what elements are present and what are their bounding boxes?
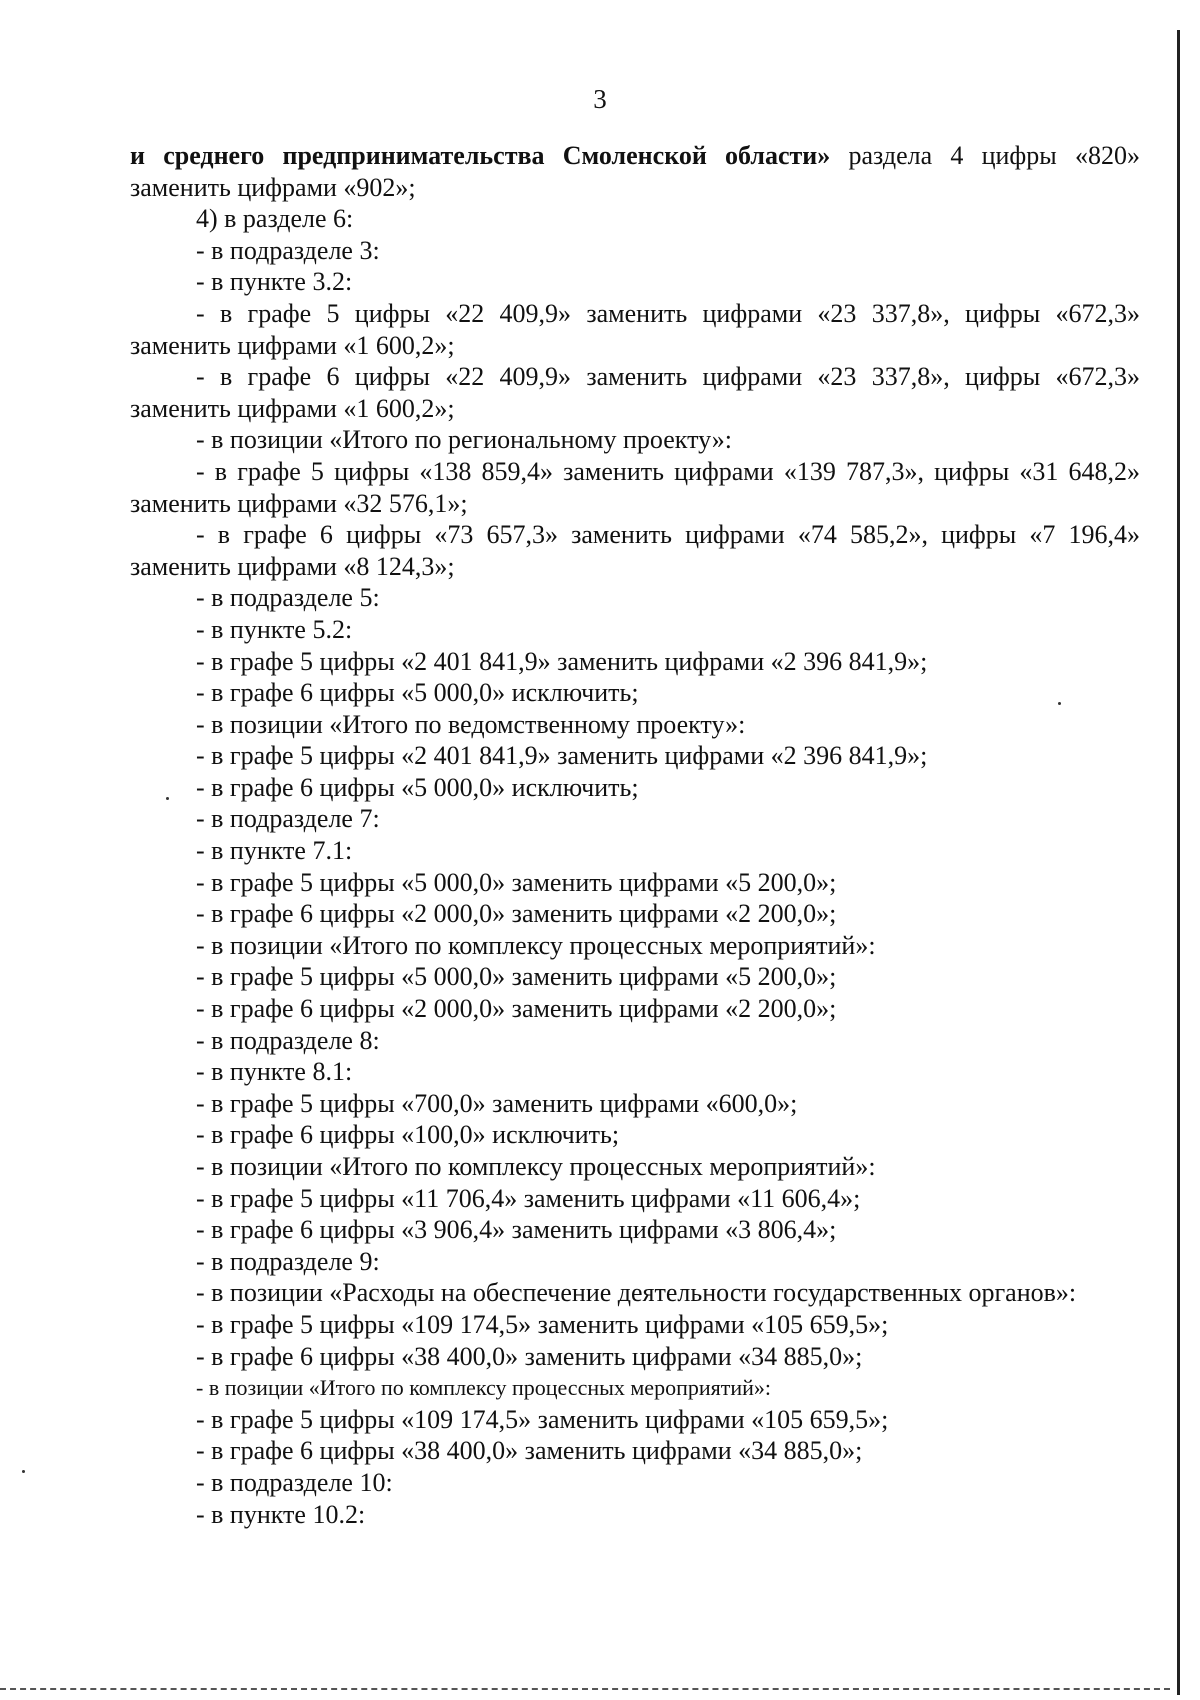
text-line-33: - в графе 5 цифры «11 706,4» заменить цифрами «11 606,4»;	[196, 1183, 861, 1213]
text-line-28: - в подразделе 8:	[196, 1025, 380, 1055]
text-line-15: - в пункте 5.2:	[196, 614, 353, 644]
text-line-4: - в пункте 3.2:	[196, 267, 353, 297]
bold-phrase: и среднего предпринимательства Смоленской области»	[130, 141, 831, 170]
text-line-43: - в пункте 10.2:	[196, 1499, 366, 1529]
text-line-34: - в графе 6 цифры «3 906,4» заменить цифрами «3 806,4»;	[196, 1215, 837, 1245]
text-line-3: - в подразделе 3:	[196, 235, 380, 265]
text-line-5: - в графе 5 цифры «22 409,9» заменить цифрами «23 337,8», цифры «672,3»	[196, 298, 1140, 328]
text-line-18: - в позиции «Итого по ведомственному проекту»:	[196, 709, 746, 739]
text-line-19: - в графе 5 цифры «2 401 841,9» заменить цифрами «2 396 841,9»;	[196, 741, 928, 771]
text-line-29: - в пункте 8.1:	[196, 1057, 353, 1087]
text-line-32: - в позиции «Итого по комплексу процессных мероприятий»:	[196, 1152, 876, 1181]
text-line-24: - в графе 6 цифры «2 000,0» заменить цифрами «2 200,0»;	[196, 899, 837, 929]
text-line-42: - в подразделе 10:	[196, 1467, 393, 1497]
text-line-10: - в графе 5 цифры «138 859,4» заменить цифрами «139 787,3», цифры «31 648,2»	[196, 456, 1140, 486]
text-line-7: - в графе 6 цифры «22 409,9» заменить цифрами «23 337,8», цифры «672,3»	[196, 362, 1140, 392]
text-line-2: 4) в разделе 6:	[196, 204, 354, 234]
text-line-12: - в графе 6 цифры «73 657,3» заменить цифрами «74 585,2», цифры «7 196,4»	[196, 520, 1140, 550]
page-number: 3	[593, 84, 607, 114]
text-line-6: заменить цифрами «1 600,2»;	[130, 330, 455, 360]
text-line-9: - в позиции «Итого по региональному проекту»:	[196, 425, 732, 455]
text-line-14: - в подразделе 5:	[196, 583, 380, 613]
text-line-25: - в позиции «Итого по комплексу процессных мероприятий»:	[196, 930, 876, 960]
text-line-20: - в графе 6 цифры «5 000,0» исключить;	[196, 772, 639, 802]
text-line-8: заменить цифрами «1 600,2»;	[130, 393, 455, 423]
text-line-17: - в графе 6 цифры «5 000,0» исключить;	[196, 678, 639, 708]
text-line-35: - в подразделе 9:	[196, 1246, 380, 1276]
scan-speck	[1058, 702, 1061, 705]
text-line-41: - в графе 6 цифры «38 400,0» заменить цифрами «34 885,0»;	[196, 1436, 863, 1466]
text-line-37: - в графе 5 цифры «109 174,5» заменить цифрами «105 659,5»;	[196, 1309, 889, 1339]
text-line-40: - в графе 5 цифры «109 174,5» заменить цифрами «105 659,5»;	[196, 1404, 889, 1434]
text-line-11: заменить цифрами «32 576,1»;	[130, 488, 468, 518]
text-line-36: - в позиции «Расходы на обеспечение деятельности государственных органов»:	[196, 1278, 1077, 1308]
scan-speck	[22, 1470, 25, 1473]
text-line-1: заменить цифрами «902»;	[130, 172, 416, 202]
document-body	[130, 140, 1140, 1530]
text-line-39: - в позиции «Итого по комплексу процессных мероприятий»:	[196, 1375, 772, 1401]
text-line-13: заменить цифрами «8 124,3»;	[130, 551, 455, 581]
text-line-16: - в графе 5 цифры «2 401 841,9» заменить цифрами «2 396 841,9»;	[196, 646, 928, 676]
text-line-38: - в графе 6 цифры «38 400,0» заменить цифрами «34 885,0»;	[196, 1341, 863, 1371]
text-line-27: - в графе 6 цифры «2 000,0» заменить цифрами «2 200,0»;	[196, 994, 837, 1024]
text-line-21: - в подразделе 7:	[196, 804, 380, 834]
scan-bottom-dashes	[0, 1688, 1170, 1690]
text-line-30: - в графе 5 цифры «700,0» заменить цифрами «600,0»;	[196, 1088, 798, 1118]
text-line-22: - в пункте 7.1:	[196, 836, 353, 866]
scan-edge-line	[1177, 30, 1180, 1695]
text-line-0	[130, 140, 1140, 172]
text-span: раздела 4 цифры «820»	[830, 141, 1140, 170]
text-line-31: - в графе 6 цифры «100,0» исключить;	[196, 1120, 620, 1150]
text-line-23: - в графе 5 цифры «5 000,0» заменить цифрами «5 200,0»;	[196, 867, 837, 897]
text-line-26: - в графе 5 цифры «5 000,0» заменить цифрами «5 200,0»;	[196, 962, 837, 992]
scan-speck	[166, 797, 169, 800]
